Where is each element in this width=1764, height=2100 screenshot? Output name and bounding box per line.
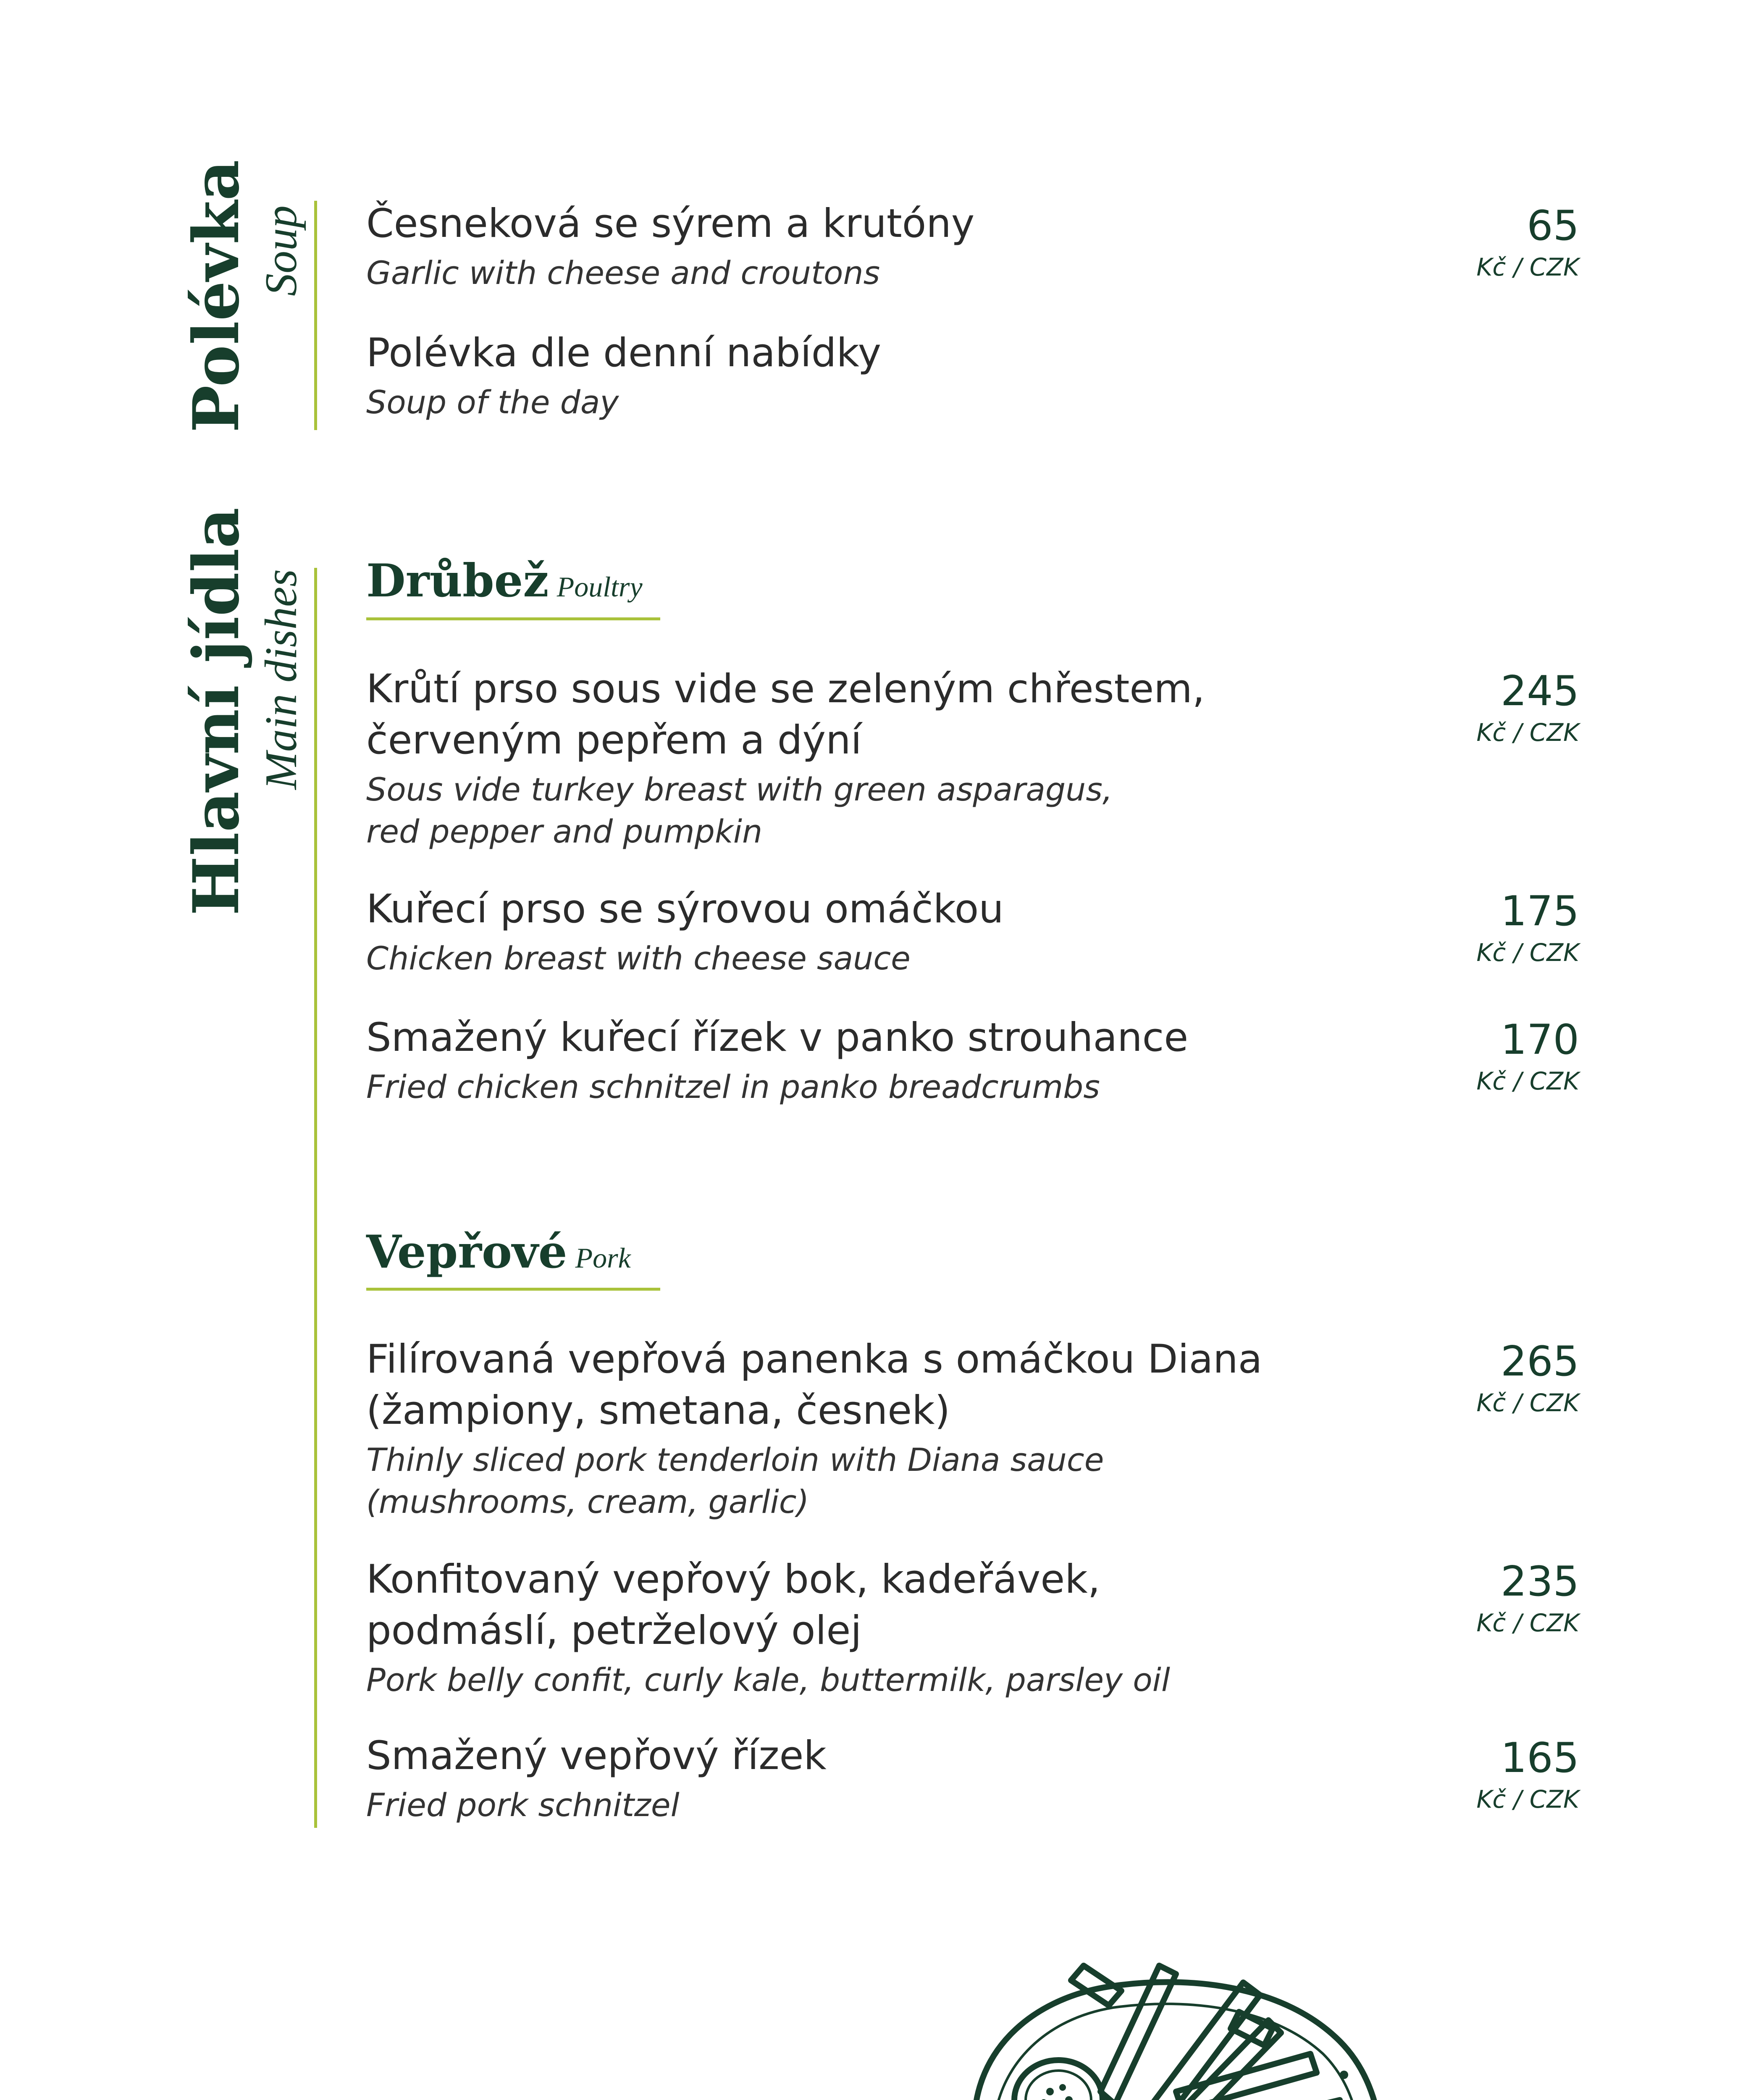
item-name: Polévka dle denní nabídky — [366, 330, 882, 376]
fries-plate-illustration — [924, 1915, 1411, 2100]
item-name: Česneková se sýrem a krutóny — [366, 201, 975, 247]
price-value: 170 — [1500, 1016, 1579, 1064]
price-currency: Kč / CZK — [1476, 938, 1579, 967]
pork-underline — [366, 1288, 660, 1291]
price-currency: Kč / CZK — [1476, 253, 1579, 281]
item-price — [1476, 1337, 1579, 1420]
price-currency: Kč / CZK — [1476, 1609, 1579, 1637]
poultry-heading — [366, 554, 643, 607]
item-name: Krůtí prso sous vide se zeleným chřestem, červeným pepřem a dýní — [366, 666, 1205, 763]
soup-section-subtitle — [256, 205, 304, 296]
mains-section-title — [179, 507, 253, 916]
price-value: 175 — [1500, 887, 1579, 935]
price-currency: Kč / CZK — [1476, 1067, 1579, 1095]
mains-subtitle: Main dishes — [256, 569, 306, 790]
menu-item — [366, 1334, 1584, 1523]
menu-item — [366, 328, 1584, 423]
mains-title: Hlavní jídla — [179, 507, 253, 916]
menu-item — [366, 1554, 1584, 1701]
item-name: Kuřecí prso se sýrovou omáčkou — [366, 886, 1004, 932]
pork-subtitle: Pork — [575, 1242, 631, 1274]
menu-item — [366, 884, 1584, 979]
item-price — [1476, 1016, 1579, 1098]
price-value: 65 — [1527, 202, 1579, 250]
price-value: 265 — [1500, 1338, 1579, 1386]
price-currency: Kč / CZK — [1476, 718, 1579, 747]
item-name: Smažený kuřecí řízek v panko strouhance — [366, 1015, 1189, 1060]
item-price — [1476, 667, 1579, 749]
item-description: Chicken breast with cheese sauce — [366, 940, 911, 977]
price-value: 165 — [1500, 1734, 1579, 1782]
item-price — [1476, 1734, 1579, 1816]
pork-heading — [366, 1226, 631, 1278]
item-name: Filírovaná vepřová panenka s omáčkou Diana (žampiony, smetana, česnek) — [366, 1336, 1263, 1433]
item-description: Garlic with cheese and croutons — [366, 254, 880, 291]
price-value: 245 — [1500, 667, 1579, 715]
price-currency: Kč / CZK — [1476, 1785, 1579, 1814]
soup-title: Polévka — [179, 160, 253, 433]
item-description: Fried pork schnitzel — [366, 1786, 680, 1824]
item-price — [1476, 1557, 1579, 1640]
menu-item — [366, 664, 1584, 853]
menu-item — [366, 1012, 1584, 1108]
soup-divider — [314, 201, 317, 430]
item-name: Smažený vepřový řízek — [366, 1733, 827, 1779]
soup-section-title — [179, 160, 253, 433]
poultry-title: Drůbež — [366, 554, 549, 607]
mains-section-subtitle — [256, 569, 304, 790]
item-description: Pork belly confit, curly kale, buttermilk, parsley oil — [366, 1661, 1170, 1698]
item-description: Thinly sliced pork tenderloin with Diana sauce (mushrooms, cream, garlic) — [366, 1441, 1104, 1520]
poultry-subtitle: Poultry — [556, 571, 643, 603]
item-price — [1476, 202, 1579, 284]
item-description: Soup of the day — [366, 383, 619, 421]
mains-divider — [314, 568, 317, 1828]
item-price — [1476, 887, 1579, 969]
menu-item — [366, 198, 1584, 294]
price-currency: Kč / CZK — [1476, 1389, 1579, 1417]
price-value: 235 — [1500, 1558, 1579, 1606]
item-description: Fried chicken schnitzel in panko breadcrumbs — [366, 1068, 1100, 1105]
soup-subtitle: Soup — [256, 205, 306, 296]
item-description: Sous vide turkey breast with green asparagus, red pepper and pumpkin — [366, 771, 1113, 850]
item-name: Konfitovaný vepřový bok, kadeřávek, podmáslí, petrželový olej — [366, 1557, 1100, 1654]
menu-item — [366, 1730, 1584, 1826]
pork-title: Vepřové — [366, 1226, 567, 1278]
poultry-underline — [366, 617, 660, 620]
